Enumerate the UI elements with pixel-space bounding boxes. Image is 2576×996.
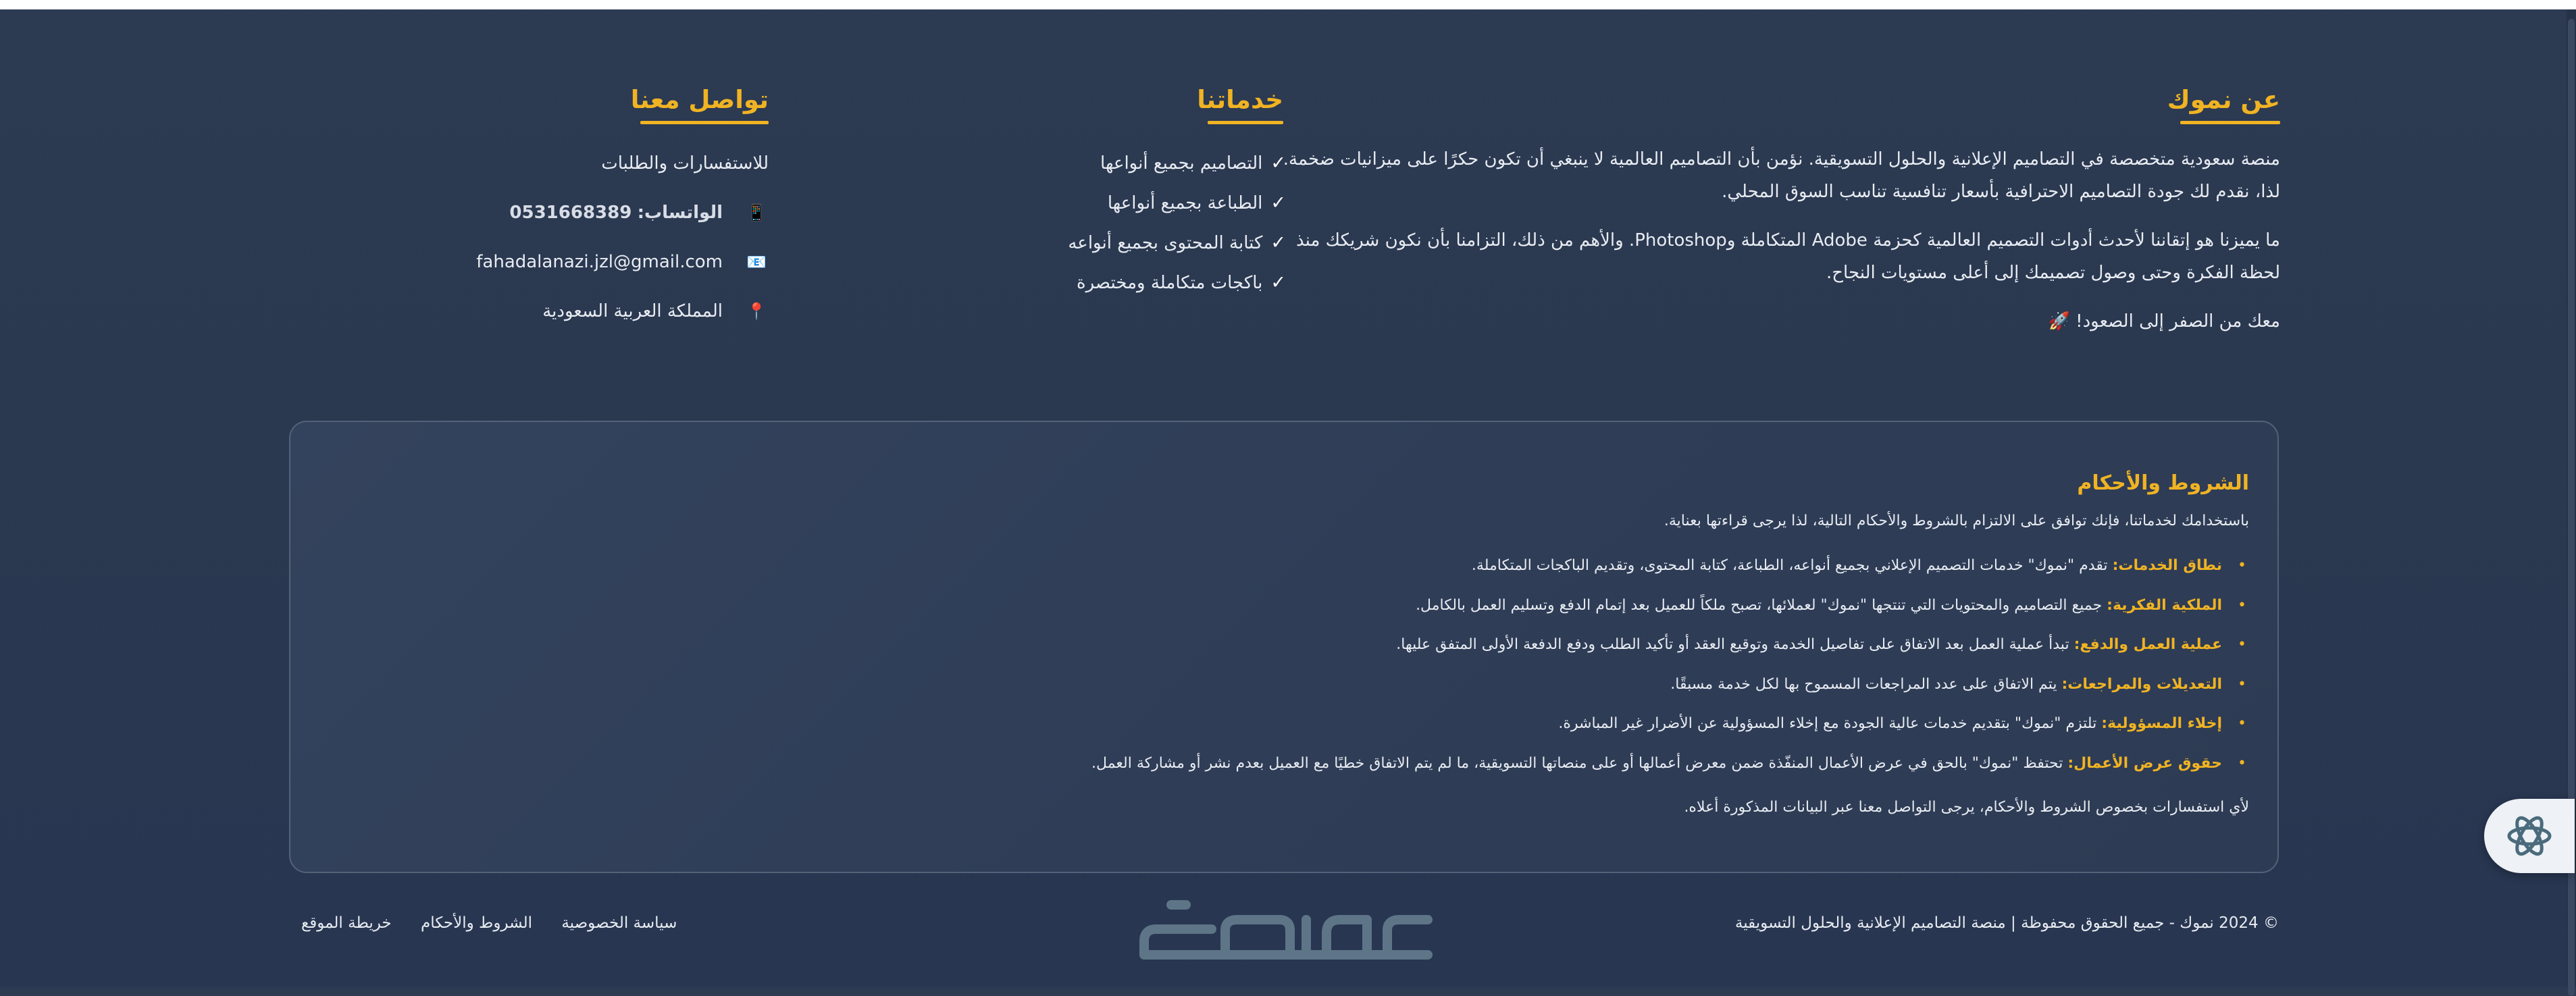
terms-item: • الملكية الفكرية: جميع التصاميم والمحتويات التي تنتجها "نموك" لعملائها، تصبح ملكاً للعميل بعد إتمام الدفع وتسليم العمل بالكامل. (358, 590, 2249, 630)
terms-item: • التعديلات والمراجعات: يتم الاتفاق على عدد المراجعات المسموح بها لكل خدمة مسبقًا. (358, 669, 2249, 709)
terms-footer-note: لأي استفسارات بخصوص الشروط والأحكام، يرجى التواصل معنا عبر البيانات المذكورة أعلاه. (1684, 799, 2249, 816)
contact-list (476, 143, 769, 340)
footer-bar (289, 891, 2279, 959)
about-title: عن نموك (2167, 85, 2280, 114)
service-item[interactable]: ✓كتابة المحتوى بجميع أنواعه (1068, 232, 1286, 253)
terms-item: • عملية العمل والدفع: تبدأ عملية العمل بعد الاتفاق على تفاصيل الخدمة وتوقيع العقد أو تأكيد الطلب ودفع الدفعة الأولى المتفق عليها. (358, 629, 2249, 669)
about-paragraph-2: ما يميزنا هو إتقاننا لأحدث أدوات التصميم العالمية كحزمة Adobe المتكاملة وPhotoshop. والأهم من ذلك، التزامنا بأن نكون شريكك منذ لحظة الفكرة وحتى وصول تصميمك إلى أعلى مستويات النجاح. (1295, 230, 2280, 283)
check-icon: ✓ (1270, 192, 1286, 213)
service-item[interactable]: ✓التصاميم بجميع أنواعها (1100, 153, 1286, 174)
terms-box (289, 421, 2279, 873)
email-link[interactable]: fahadalanazi.jzl@gmail.com (476, 252, 723, 272)
check-icon: ✓ (1270, 272, 1286, 293)
assistant-icon (2502, 809, 2556, 863)
whatsapp-row[interactable]: 📱الواتساب: 0531668389 (476, 192, 769, 242)
about-tagline: معك من الصفر إلى الصعود! 🚀 (2048, 311, 2280, 332)
copyright-text: © 2024 نموك - جميع الحقوق محفوظة | منصة التصاميم الإعلانية والحلول التسويقية (1734, 914, 2279, 932)
about-text (1267, 143, 2280, 354)
location-row (476, 291, 769, 340)
service-item[interactable]: ✓الطباعة بجميع أنواعها (1107, 192, 1286, 213)
terms-item: • إخلاء المسؤولية: تلتزم "نموك" بتقديم خدمات عالية الجودة مع إخلاء المسؤولية عن الأضرار غير المباشرة. (358, 708, 2249, 748)
terms-list (358, 550, 2249, 787)
pin-icon: 📍 (746, 302, 767, 321)
top-white-strip (0, 0, 2576, 9)
terms-item: • نطاق الخدمات: تقدم "نموك" خدمات التصميم الإعلاني بجميع أنواعه، الطباعة، كتابة المحتوى، وتقديم الباكجات المتكاملة. (358, 550, 2249, 590)
chat-assistant-button[interactable] (2484, 799, 2575, 873)
footer-links (289, 914, 689, 932)
about-paragraph-1: منصة سعودية متخصصة في التصاميم الإعلانية والحلول التسويقية. نؤمن بأن التصاميم العالمية لا ينبغي أن تكون حكرًا على ميزانيات ضخمة. لذا، نقدم لك جودة التصاميم الاحترافية بأسعار تنافسية تناسب السوق المحلي. (1283, 149, 2280, 202)
services-list (1068, 143, 1286, 303)
services-title-underline (1208, 121, 1283, 124)
contact-title-underline (640, 121, 769, 124)
privacy-policy-link[interactable]: سياسة الخصوصية (561, 914, 677, 932)
envelope-icon: 📧 (746, 253, 767, 271)
terms-title: الشروط والأحكام (2077, 471, 2249, 495)
email-row[interactable] (476, 242, 769, 291)
about-title-underline (2180, 121, 2280, 124)
check-icon: ✓ (1270, 153, 1286, 174)
terms-content (358, 461, 2249, 828)
services-title: خدماتنا (1197, 85, 1283, 114)
contact-title: تواصل معنا (630, 85, 769, 114)
contact-subtitle: للاستفسارات والطلبات (601, 153, 769, 174)
service-item[interactable]: ✓باكجات متكاملة ومختصرة (1076, 272, 1286, 293)
location-text: المملكة العربية السعودية (542, 301, 723, 321)
whatsapp-number[interactable]: 0531668389 (509, 203, 632, 223)
terms-link[interactable]: الشروط والأحكام (420, 914, 533, 932)
terms-intro: باستخدامك لخدماتنا، فإنك توافق على الالتزام بالشروط والأحكام التالية، لذا يرجى قراءتها بعناية. (1664, 513, 2249, 529)
check-icon: ✓ (1270, 232, 1286, 253)
terms-item: • حقوق عرض الأعمال: تحتفظ "نموك" بالحق في عرض الأعمال المنفّذة ضمن معرض أعمالها أو على منصاتها التسويقية، ما لم يتم الاتفاق خطيًا مع العميل بعدم نشر أو مشاركة العمل. (358, 748, 2249, 788)
sitemap-link[interactable]: خريطة الموقع (301, 914, 392, 932)
phone-icon: 📱 (746, 203, 767, 222)
khamsat-logo (1131, 893, 1441, 976)
